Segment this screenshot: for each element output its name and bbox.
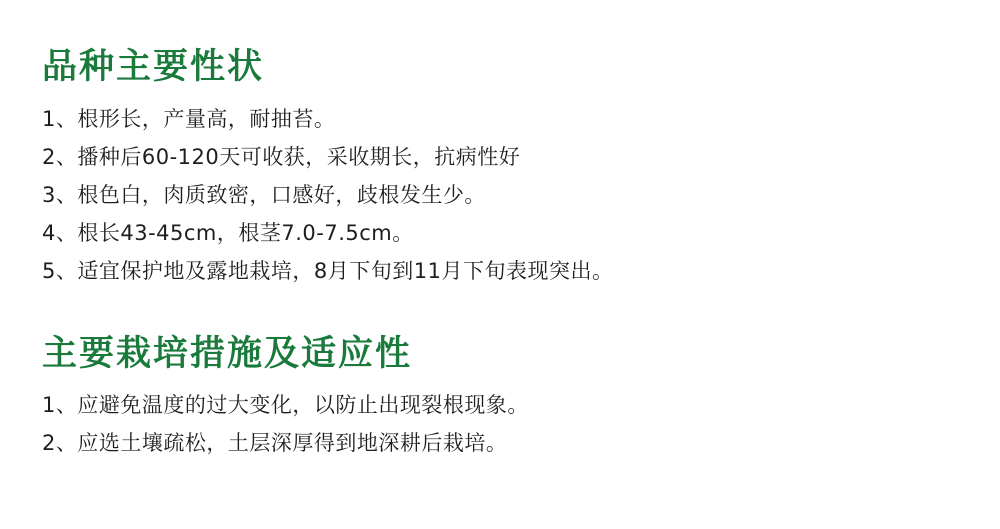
list-item: 2、应选土壤疏松，土层深厚得到地深耕后栽培。 xyxy=(42,431,508,455)
section-title-cultivation-measures: 主要栽培措施及适应性 xyxy=(42,332,413,374)
list-item: 5、适宜保护地及露地栽培，8月下旬到11月下旬表现突出。 xyxy=(42,258,614,283)
list-item: 4、根长43-45cm，根茎7.0-7.5cm。 xyxy=(42,220,414,245)
section-variety-traits xyxy=(40,48,960,289)
section-cultivation-measures xyxy=(40,332,960,462)
list-item: 1、根形长，产量高，耐抽苔。 xyxy=(42,106,336,131)
section-title-variety-traits: 品种主要性状 xyxy=(42,46,265,87)
variety-traits-list xyxy=(40,101,960,289)
list-item: 3、根色白，肉质致密，口感好，歧根发生少。 xyxy=(42,182,486,207)
list-item: 1、应避免温度的过大变化，以防止出现裂根现象。 xyxy=(42,393,529,417)
cultivation-measures-list xyxy=(40,387,960,461)
list-item: 2、播种后60-120天可收获，采收期长，抗病性好 xyxy=(42,144,521,169)
